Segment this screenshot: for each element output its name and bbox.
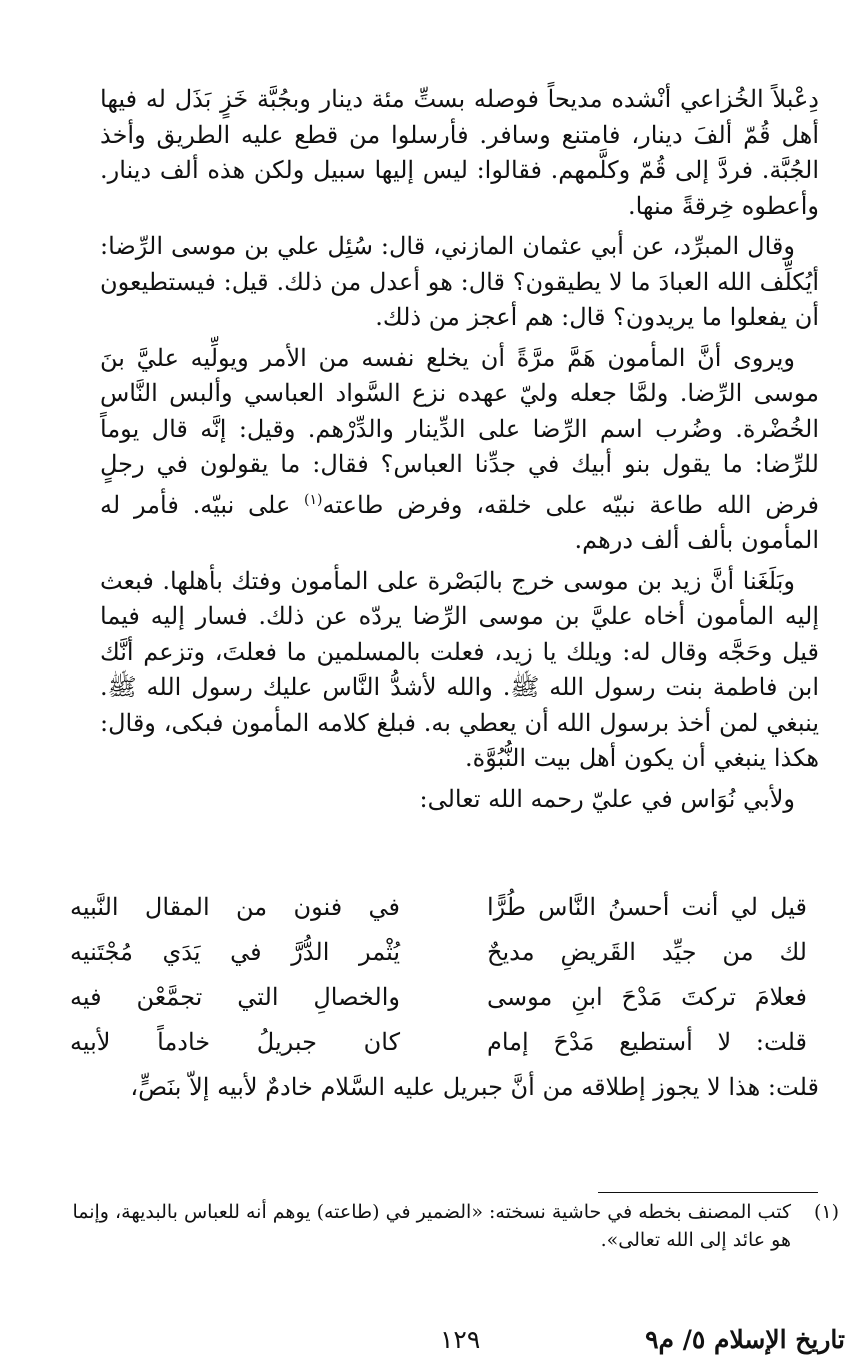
- paragraph-zayd: وبَلَغَنا أنَّ زيد بن موسى خرج بالبَصْرة على المأمون وفتك بأهلها. فبعث إليه المأمون أخاه عليَّ بن موسى الرِّضا يردّه عن ذلك. فسار إليه فيما قيل وحَجَّه وقال له: ويلك يا زيد، فعلت بالمسلمين ما فعلتَ، وتزعم أنَّك ابن فاطمة بنت رسول الله ﷺ. والله لأشدُّ النَّاس عليك رسول الله ﷺ. ينبغي لمن أخذ برسول الله أن يعطي به. فبلغ كلامه المأمون فبكى، وقال: هكذا ينبغي أن يكون أهل بيت النُّبُوَّة.: [100, 566, 819, 772]
- footnote-divider: [598, 1192, 818, 1193]
- verse-second-hemistich: في فنون من المقال النَّبيه: [70, 893, 400, 921]
- commentary-line: قلت: هذا لا يجوز إطلاقه من أنَّ جبريل عليه السَّلام خادمٌ لأبيه إلاّ بنَصٍّ،: [130, 1073, 819, 1101]
- footnote-number: (١): [813, 1201, 839, 1223]
- main-text: [100, 82, 819, 822]
- verse-first-hemistich: قلت: لا أستطيع مَدْحَ إمام: [487, 1028, 807, 1056]
- footer-book-title: تاريخ الإسلام ٥/ م٩: [645, 1325, 845, 1354]
- verse-first-hemistich: قيل لي أنت أحسنُ النَّاس طُرًّا: [487, 893, 807, 921]
- verse-line: [70, 888, 807, 926]
- verse-first-hemistich: فعلامَ تركتَ مَدْحَ ابنِ موسى: [487, 983, 807, 1011]
- footnote-text: كتب المصنف بخطه في حاشية نسخته: «الضمير في (طاعته) يوهم أنه للعباس بالبديهة، وإنما هو عائد إلى الله تعالى».: [72, 1201, 791, 1251]
- paragraph-dibil: دِعْبلاً الخُزاعي أنْشده مديحاً فوصله بستِّ مئة دينار وبجُبَّة خَزٍ بَذَل له فيها أهل قُمّ ألفَ دينار، فامتنع وسافر. فأرسلوا من قطع عليه الطريق وأخذ الجُبَّة. فردَّ إلى قُمّ وكلَّمهم. فقالوا: ليس إليها سبيل ولكن هذه ألف دينار. وأعطوه خِرقةً منها.: [100, 85, 819, 220]
- footnote-reference: (١): [304, 491, 323, 508]
- verse-first-hemistich: لك من جيِّد القَريضِ مديحٌ: [487, 938, 807, 966]
- footnote: [50, 1198, 839, 1254]
- page-number: ١٢٩: [440, 1325, 481, 1354]
- verse-second-hemistich: يُثْمر الدُّرَّ في يَدَي مُجْتَنيه: [70, 938, 400, 966]
- verse-second-hemistich: والخصالِ التي تجمَّعْن فيه: [70, 983, 400, 1011]
- paragraph-mamun-part1: ويروى أنَّ المأمون هَمَّ مرَّةً أن يخلع نفسه من الأمر ويولِّيه عليَّ بنَ موسى الرِّضا. ولمَّا جعله وليّ عهده نزع السَّواد العباسي وألبس النَّاس الخُضْرة. وضُرب اسم الرِّضا على الدِّينار والدِّرْهم. وقيل: إنَّه قال يوماً للرِّضا: ما يقول بنو أبيك في جدِّنا العباس؟ فقال: ما يقولون في رجلٍ فرض الله طاعة نبيّه على خلقه، وفرض طاعته: [100, 343, 819, 519]
- verse-line: [70, 1023, 807, 1061]
- paragraph-mamun-part2: على نبيّه. فأمر له المأمون بألف ألف درهم.: [100, 490, 819, 554]
- paragraph-mubarrad: وقال المبرِّد، عن أبي عثمان المازني، قال: سُئِل علي بن موسى الرِّضا: أيُكلِّف الله العبادَ ما لا يطيقون؟ قال: هو أعدل من ذلك. قيل: فيستطيعون أن يفعلوا ما يريدون؟ قال: هم أعجز من ذلك.: [100, 232, 819, 331]
- verse-line: [70, 978, 807, 1016]
- verse-second-hemistich: كان جبريلُ خادماً لأبيه: [70, 1028, 400, 1056]
- paragraph-mamun: [100, 341, 819, 559]
- verse-line: [70, 933, 807, 971]
- paragraph-abu-nuwas-intro: ولأبي نُوَاس في عليّ رحمه الله تعالى:: [419, 784, 795, 813]
